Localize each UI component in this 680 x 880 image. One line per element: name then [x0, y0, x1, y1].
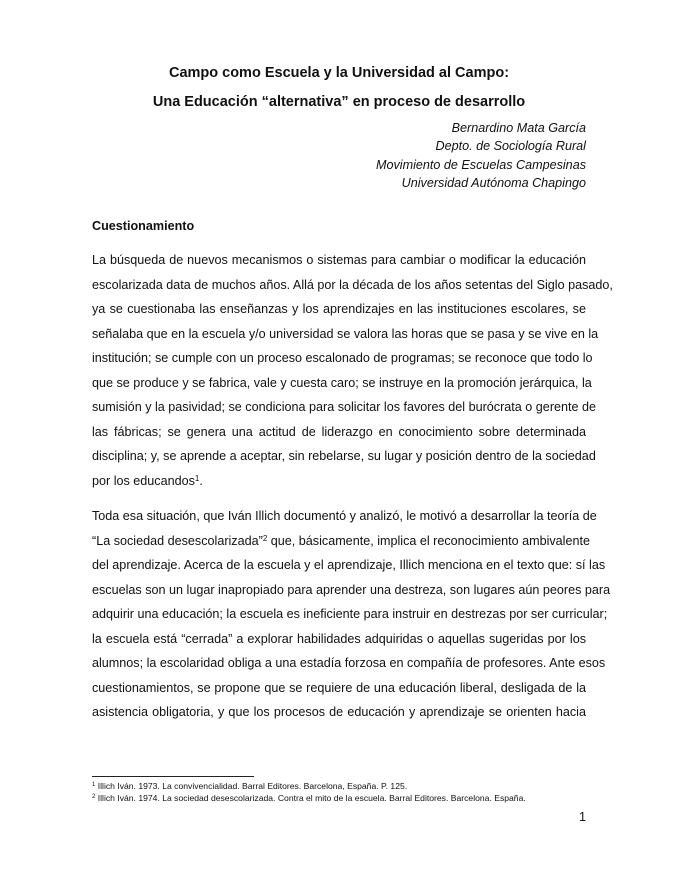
paragraph-line: que se produce y se fabrica, vale y cuesta caro; se instruye en la promoción jerárquica, la	[92, 375, 592, 390]
paragraph-line-with-ref	[92, 529, 590, 554]
paragraph-last-line	[92, 469, 586, 494]
footnotes	[92, 781, 586, 804]
paragraph-line-text: que, básicamente, implica el reconocimiento ambivalente	[267, 533, 590, 548]
footnote-text: Illich Iván. 1974. La sociedad desescolarizada. Contra el mito de la escuela. Barral Editores. Barcelona. España.	[95, 792, 526, 803]
title-line-1: Campo como Escuela y la Universidad al Campo:	[168, 65, 510, 81]
body-text	[92, 248, 613, 725]
paragraph-line: Toda esa situación, que Iván Illich documentó y analizó, le motivó a desarrollar la teoría de	[92, 509, 597, 523]
footnote-number: 1	[92, 782, 96, 788]
paragraph-line-text: “La sociedad desescolarizada”	[92, 533, 263, 548]
paragraph-line-text: por los educandos	[92, 473, 195, 488]
footnote-ref-1[interactable]: 1	[194, 473, 200, 483]
footnote-ref-2[interactable]: 2	[262, 533, 268, 543]
footnote-2	[92, 793, 586, 805]
footnote-number: 2	[92, 793, 96, 800]
author-department: Depto. de Sociología Rural	[435, 139, 586, 154]
section-heading: Cuestionamiento	[92, 219, 195, 233]
paragraph-line: del aprendizaje. Acerca de la escuela y el aprendizaje, Illich menciona en el texto que: sí las	[92, 558, 606, 572]
author-movement: Movimiento de Escuelas Campesinas	[376, 157, 586, 172]
paragraph-1	[92, 248, 613, 493]
author-university: Universidad Autónoma Chapingo	[401, 175, 586, 190]
title-line-2: Una Educación “alternativa” en proceso de desarrollo	[152, 94, 526, 110]
paragraph-line: escolarizada data de muchos años. Allá por la década de los años setentas del Siglo pasado,	[92, 277, 613, 292]
paragraph-line: asistencia obligatoria, y que los procesos de educación y aprendizaje se orienten hacia	[92, 705, 586, 719]
author-block	[300, 119, 586, 192]
paragraph-line: las fábricas; se genera una actitud de liderazgo en conocimiento sobre determinada	[92, 424, 586, 439]
paragraph-line: disciplina; y, se aprende a aceptar, sin rebelarse, su lugar y posición dentro de la sociedad	[92, 449, 596, 463]
footnote-separator	[92, 776, 254, 777]
paragraph-line: La búsqueda de nuevos mecanismos o sistemas para cambiar o modificar la educación	[92, 253, 586, 267]
paragraph-line: señalaba que en la escuela y/o universidad se valora las horas que se pasa y se vive en la	[92, 326, 599, 341]
paragraph-line: cuestionamientos, se propone que se requiere de una educación liberal, desligada de la	[92, 680, 586, 695]
footnote-1	[92, 781, 586, 793]
page-number: 1	[578, 810, 586, 824]
paragraph-line: sumisión y la pasividad; se condiciona para solicitar los favores del burócrata o gerente de	[92, 400, 597, 414]
paragraph-line: la escuela está “cerrada” a explorar habilidades adquiridas o aquellas sugeridas por los	[92, 631, 586, 646]
paragraph-line: ya se cuestionaba las enseñanzas y los aprendizajes en las instituciones escolares, se	[92, 302, 586, 316]
footnote-text: Illich Iván. 1973. La convivencialidad. Barral Editores. Barcelona, España. P. 125.	[95, 781, 408, 791]
paragraph-2	[92, 504, 611, 725]
paragraph-line: adquirir una educación; la escuela es ineficiente para instruir en destrezas por ser curricular;	[92, 607, 608, 621]
paragraph-line-end: .	[199, 473, 203, 488]
paragraph-line: escuelas son un lugar inapropiado para aprender una destreza, son lugares aún peores para	[92, 582, 611, 597]
paragraph-line: alumnos; la escolaridad obliga a una estadía forzosa en compañía de profesores. Ante esos	[92, 656, 606, 670]
author-name: Bernardino Mata García	[451, 121, 586, 135]
paragraph-line: institución; se cumple con un proceso escalonado de programas; se reconoce que todo lo	[92, 351, 593, 365]
